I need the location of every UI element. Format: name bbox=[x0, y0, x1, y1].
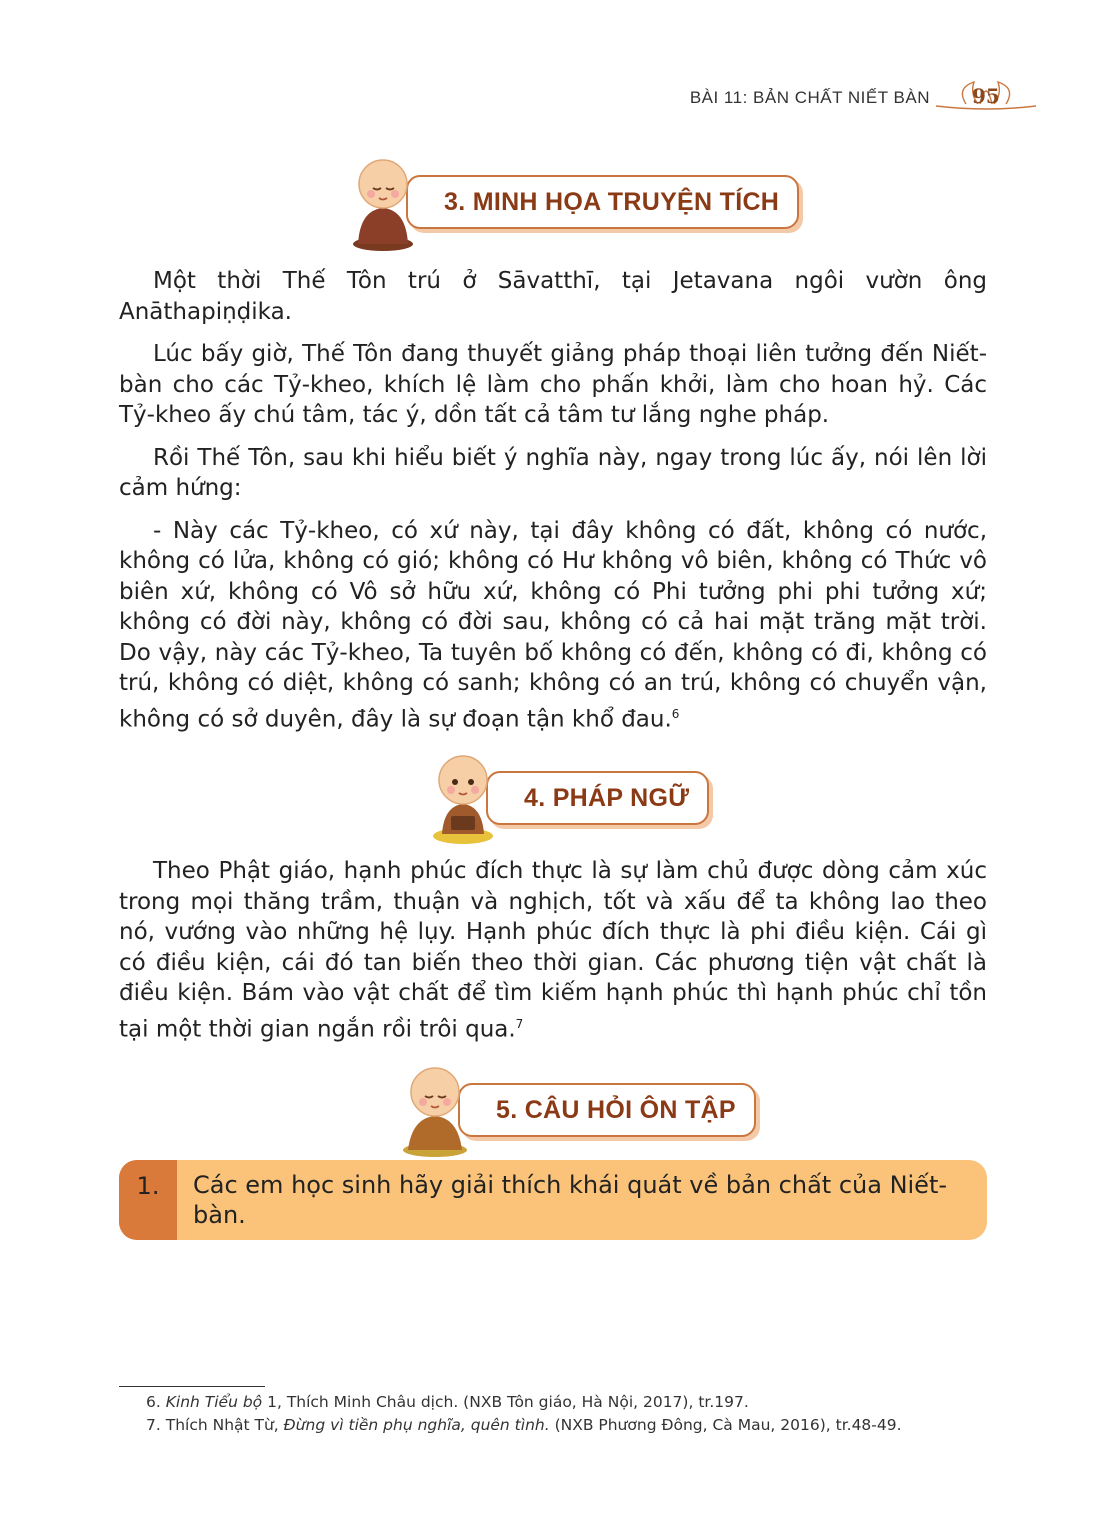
quote-text: - Này các Tỷ-kheo, có xứ này, tại đây không có đất, không có nước, không có lửa, không có gió; không có Hư không vô biên, không có Thức vô biên xứ, không có Vô sở hữu xứ, không có Phi tưởng phi phi tưởng xứ; không có đời này, không có đời sau, không có cả hai mặt trăng mặt trời. Do vậy, này các Tỷ-kheo, Ta tuyên bố không có đến, không có đi, không có trú, không có diệt, không có sanh; không có an trú, không có chuyển vận, không có sở duyên, đây là sự đoạn tận khổ đau. bbox=[119, 517, 987, 733]
footnote-number: 6. bbox=[146, 1393, 161, 1411]
reading-monk-icon bbox=[418, 748, 508, 848]
footnote-detail: 1, Thích Minh Châu dịch. (NXB Tôn giáo, Hà Nội, 2017), tr.197. bbox=[262, 1393, 749, 1411]
footnote-divider bbox=[119, 1386, 265, 1387]
chapter-title: BÀI 11: BẢN CHẤT NIẾT BÀN bbox=[689, 88, 930, 107]
question-text: Các em học sinh hãy giải thích khái quát về bản chất của Niết-bàn. bbox=[193, 1171, 948, 1229]
paragraph: Một thời Thế Tôn trú ở Sāvatthī, tại Jetavana ngôi vườn ông Anāthapiṇḍika. bbox=[119, 268, 987, 325]
footnote-title: Kinh Tiểu bộ bbox=[165, 1393, 263, 1411]
section-5-heading bbox=[390, 1060, 756, 1160]
page-header bbox=[690, 78, 1036, 112]
sitting-monk-icon bbox=[390, 1060, 480, 1160]
paragraph-text: Theo Phật giáo, hạnh phúc đích thực là sự làm chủ được dòng cảm xúc trong mọi thăng trầm, thuận và nghịch, tốt và xấu để ta không lao theo nó, vướng vào những hệ lụy. Hạnh phúc đích thực là phi điều kiện. Cái gì có điều kiện, cái đó tan biến theo thời gian. Các phương tiện vật chất là điều kiện. Bám vào vật chất để tìm kiếm hạnh phúc thì hạnh phúc chỉ tồn tại một thời gian ngắn rồi trôi qua. bbox=[119, 858, 987, 1043]
paragraph bbox=[119, 516, 987, 735]
section-4-title-box bbox=[486, 771, 709, 825]
lotus-ornament-icon bbox=[936, 78, 1036, 112]
question-number: 1. bbox=[119, 1160, 177, 1240]
footnote-ref[interactable]: 6 bbox=[671, 706, 680, 721]
section-5-title: 5. CÂU HỎI ÔN TẬP bbox=[496, 1095, 736, 1124]
footnotes bbox=[146, 1391, 1006, 1437]
footnote-number: 7. bbox=[146, 1416, 161, 1434]
paragraph bbox=[119, 856, 987, 1045]
paragraph: Lúc bấy giờ, Thế Tôn đang thuyết giảng pháp thoại liên tưởng đến Niết-bàn cho các Tỷ-kheo, khích lệ làm cho phấn khởi, làm cho hoan hỷ. Các Tỷ-kheo ấy chú tâm, tác ý, dồn tất cả tâm tư lắng nghe pháp. bbox=[119, 341, 987, 428]
page-number: 95 bbox=[972, 84, 1000, 108]
section-4-body bbox=[119, 856, 987, 1057]
footnote-7 bbox=[146, 1414, 1006, 1437]
paragraph: Rồi Thế Tôn, sau khi hiểu biết ý nghĩa này, ngay trong lúc ấy, nói lên lời cảm hứng: bbox=[119, 444, 987, 501]
footnote-title: Đừng vì tiền phụ nghĩa, quên tình. bbox=[283, 1416, 550, 1434]
meditating-monk-icon bbox=[338, 152, 428, 252]
section-3-heading bbox=[338, 152, 799, 252]
section-3-title-box bbox=[406, 175, 799, 229]
section-4-title: 4. PHÁP NGỮ bbox=[524, 783, 690, 812]
footnote-ref[interactable]: 7 bbox=[515, 1016, 524, 1031]
section-3-title: 3. MINH HỌA TRUYỆN TÍCH bbox=[444, 187, 780, 216]
section-4-heading bbox=[418, 748, 709, 848]
footnote-author: Thích Nhật Từ, bbox=[160, 1416, 284, 1434]
question-item bbox=[119, 1160, 987, 1240]
footnote-6 bbox=[146, 1391, 1006, 1414]
section-5-title-box bbox=[458, 1083, 756, 1137]
footnote-detail: (NXB Phương Đông, Cà Mau, 2016), tr.48-49. bbox=[549, 1416, 902, 1434]
section-3-body bbox=[119, 266, 987, 747]
